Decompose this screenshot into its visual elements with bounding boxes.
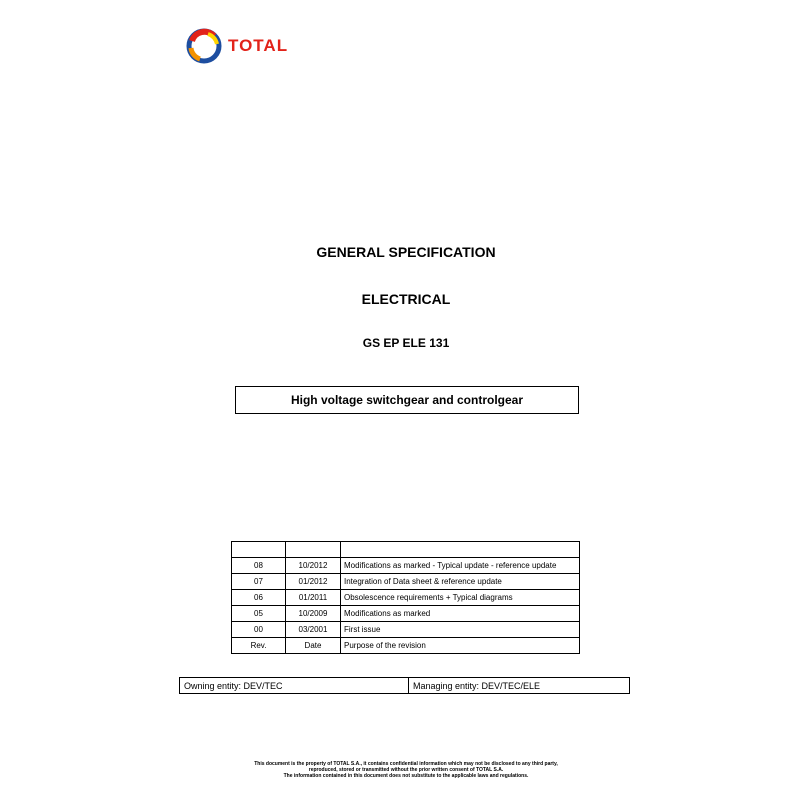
purpose-cell: Modifications as marked [341,606,580,622]
date-cell: 01/2011 [286,590,341,606]
rev-cell [232,542,286,558]
notice-line: This document is the property of TOTAL S.A., it contains confidential information which may not be disclosed to any third party, [254,761,558,767]
purpose-cell: Integration of Data sheet & reference update [341,574,580,590]
purpose-cell: First issue [341,622,580,638]
date-cell [286,542,341,558]
date-column-header: Date [286,638,341,654]
rev-cell: 06 [232,590,286,606]
purpose-cell: Obsolescence requirements + Typical diagrams [341,590,580,606]
table-header-row [232,638,580,654]
table-row [232,574,580,590]
document-type-heading: GENERAL SPECIFICATION [316,244,496,260]
notice-line: reproduced, stored or transmitted without the prior written consent of TOTAL S.A. [308,767,504,773]
date-cell: 01/2012 [286,574,341,590]
table-row [232,542,580,558]
owning-entity: Owning entity: DEV/TEC [180,678,409,694]
table-row [232,590,580,606]
logo-wordmark: TOTAL [228,36,289,55]
date-cell: 03/2001 [286,622,341,638]
table-row [232,606,580,622]
discipline-heading: ELECTRICAL [361,291,451,307]
rev-column-header: Rev. [232,638,286,654]
entity-table [179,677,630,694]
purpose-column-header: Purpose of the revision [341,638,580,654]
managing-entity: Managing entity: DEV/TEC/ELE [409,678,630,694]
document-subject-text: High voltage switchgear and controlgear [290,393,524,407]
table-row [232,622,580,638]
total-logo-icon [186,28,222,64]
table-row [180,678,630,694]
rev-cell: 00 [232,622,286,638]
purpose-cell: Modifications as marked - Typical update - reference update [341,558,580,574]
document-subject [235,386,579,414]
total-logo [186,28,288,64]
notice-line: The information contained in this document does not substitute to the applicable laws and regulations. [283,773,529,779]
table-row [232,558,580,574]
rev-cell: 05 [232,606,286,622]
rev-cell: 07 [232,574,286,590]
date-cell: 10/2009 [286,606,341,622]
revision-table [231,541,580,654]
rev-cell: 08 [232,558,286,574]
purpose-cell [341,542,580,558]
document-code: GS EP ELE 131 [362,336,450,350]
date-cell: 10/2012 [286,558,341,574]
confidentiality-notice [200,761,612,779]
